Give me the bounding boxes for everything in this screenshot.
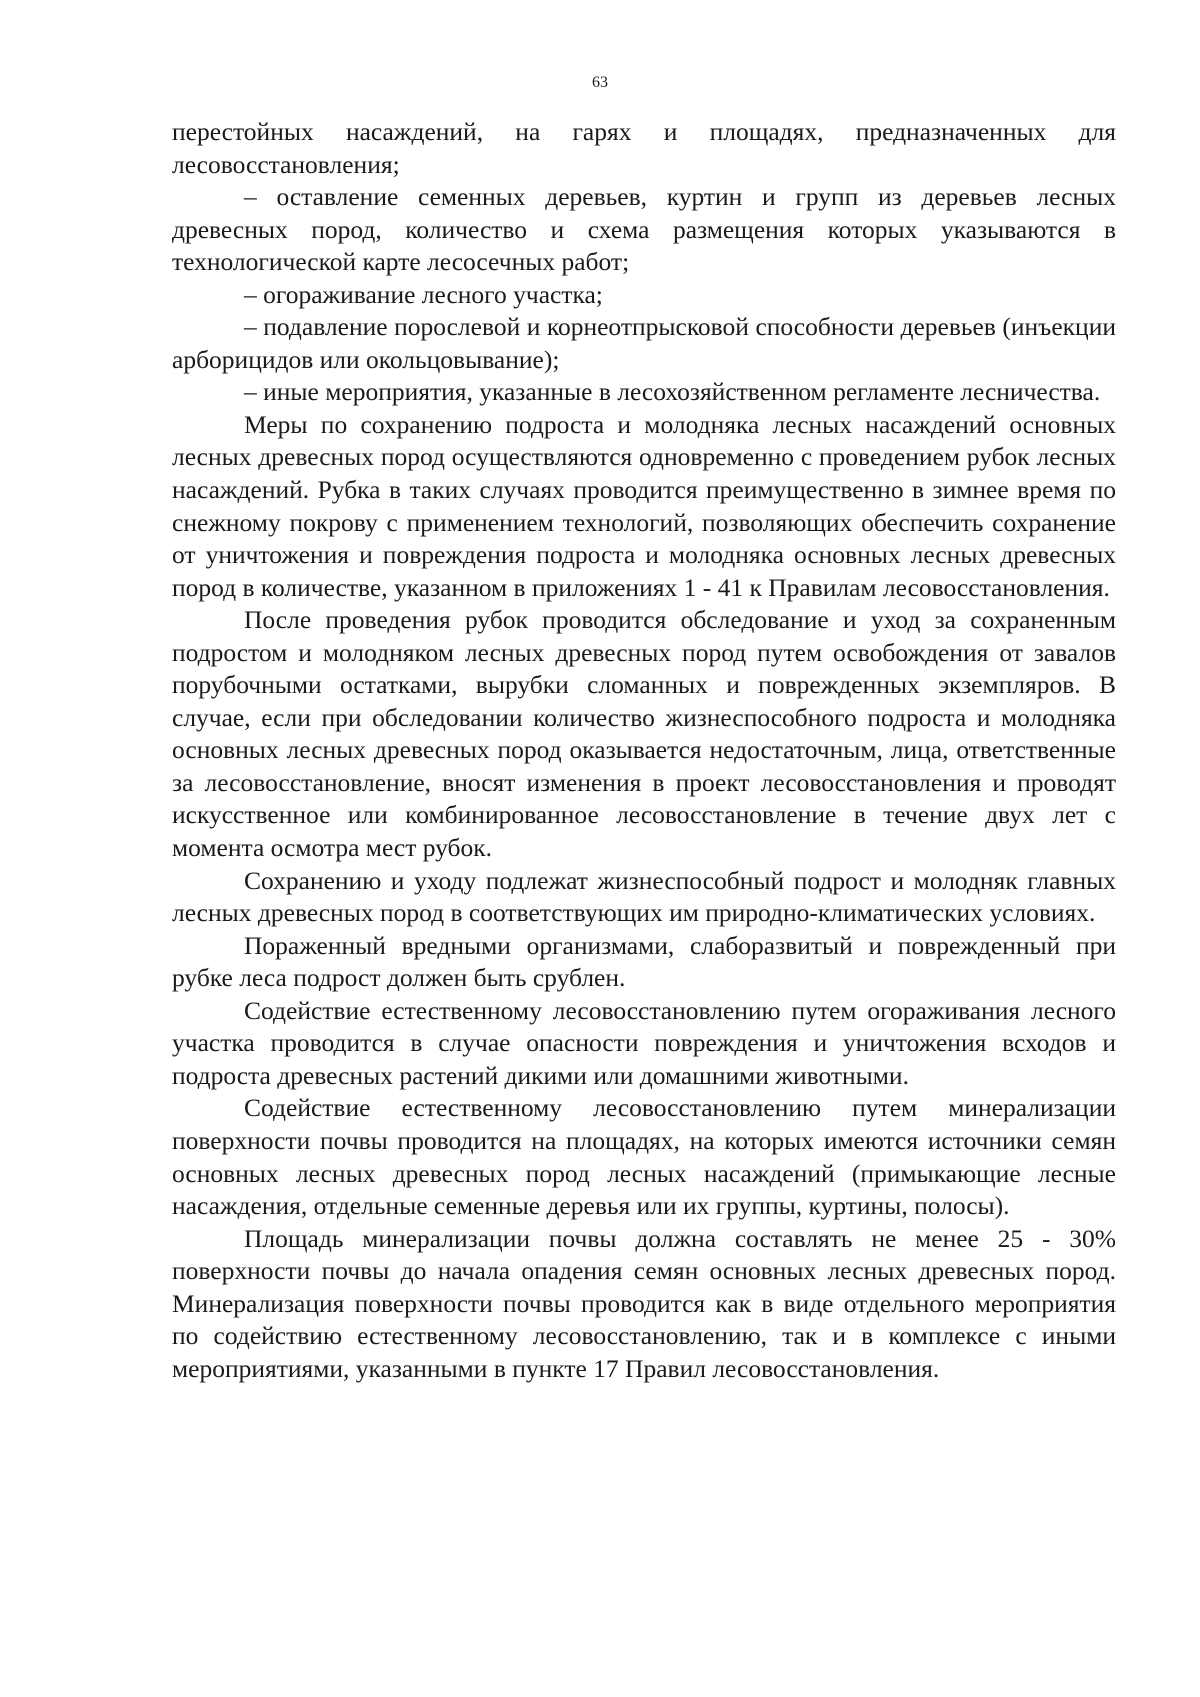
paragraph-soil-mineralization: Содействие естественному лесовосстановлению путем минерализации поверхности почвы проводится на площадях, на которых имеются источники семян основных лесных древесных пород лесных насаждений (примыкающие лесные насаждения, отдельные семенные деревья или их группы, куртины, полосы). (172, 1093, 1116, 1221)
paragraph-fencing-assistance: Содействие естественному лесовосстановлению путем огораживания лесного участка проводится в случае опасности повреждения и уничтожения всходов и подроста древесных растений дикими или домашними животными. (172, 995, 1116, 1090)
paragraph-post-felling-care: После проведения рубок проводится обследование и уход за сохраненным подростом и молодняком лесных древесных пород путем освобождения от завалов порубочными остатками, вырубки сломанных и поврежденных экземпляров. В случае, если при обследовании количество жизнеспособного подроста и молодняка основных лесных древесных пород оказывается недостаточным, лица, ответственные за лесовосстановление, вносят изменения в проект лесовосстановления и проводят искусственное или комбинированное лесовосстановление в течение двух лет с момента осмотра мест рубок. (172, 605, 1116, 863)
paragraph-damaged-undergrowth: Пораженный вредными организмами, слаборазвитый и поврежденный при рубке леса подрост должен быть срублен. (172, 930, 1116, 993)
paragraph-mineralization-area: Площадь минерализации почвы должна составлять не менее 25 - 30% поверхности почвы до начала опадения семян основных лесных древесных пород. Минерализация поверхности почвы проводится как в виде отдельного мероприятия по содействию естественному лесовосстановлению, так и в комплексе с иными мероприятиями, указанными в пункте 17 Правил лесовосстановления. (172, 1223, 1116, 1383)
list-item-seed-trees: – оставление семенных деревьев, куртин и групп из деревьев лесных древесных пород, количество и схема размещения которых указываются в технологической карте лесосечных работ; (172, 182, 1116, 277)
list-item-fencing: – огораживание лесного участка; (244, 279, 603, 309)
page-number: 63 (592, 74, 608, 91)
document-body (172, 116, 1116, 1385)
paragraph-undergrowth-preservation: Меры по сохранению подроста и молодняка лесных насаждений основных лесных древесных пород осуществляются одновременно с проведением рубок лесных насаждений. Рубка в таких случаях проводится преимущественно в зимнее время по снежному покрову с применением технологий, позволяющих обеспечить сохранение от уничтожения и повреждения подроста и молодняка основных лесных древесных пород в количестве, указанном в приложениях 1 - 41 к Правилам лесовосстановления. (172, 409, 1116, 602)
paragraph-care-subject: Сохранению и уходу подлежат жизнеспособный подрост и молодняк главных лесных древесных пород в соответствующих им природно-климатических условиях. (172, 865, 1116, 928)
paragraph-continuation: перестойных насаждений, на гарях и площадях, предназначенных для лесовосстановления; (172, 117, 1116, 179)
list-item-other-measures: – иные мероприятия, указанные в лесохозяйственном регламенте лесничества. (244, 377, 1101, 407)
list-item-suppression: – подавление порослевой и корнеотпрысковой способности деревьев (инъекции арборицидов или окольцовывание); (172, 312, 1116, 374)
